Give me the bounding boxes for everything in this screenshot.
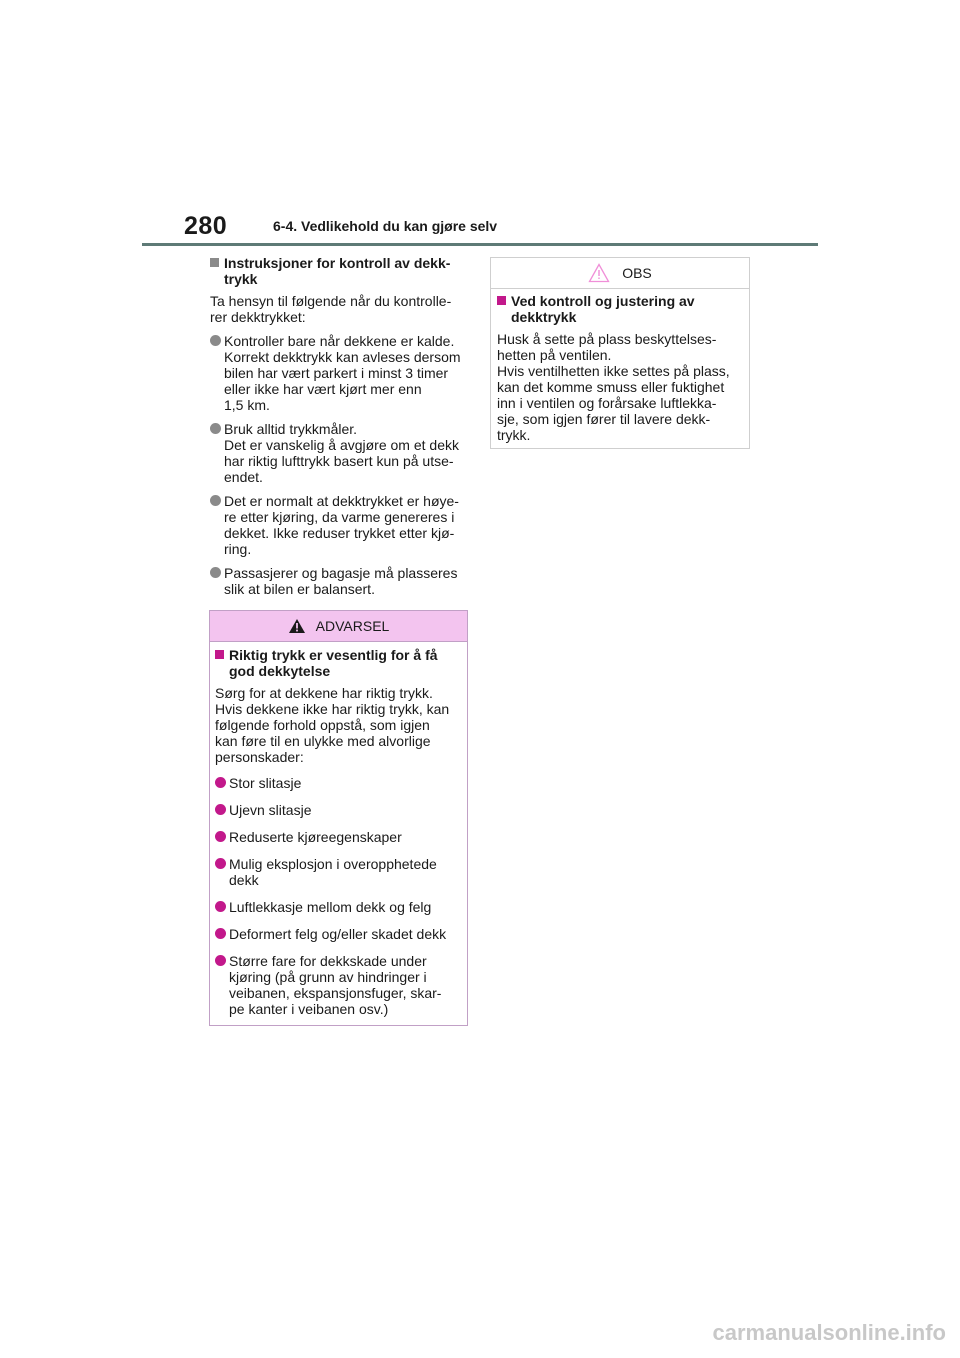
warning-body xyxy=(210,642,467,1017)
list-item xyxy=(215,802,461,818)
list-item-text: Bruk alltid trykkmåler. Det er vanskelig å avgjøre om et dekk har riktig lufttrykk basert kun på utse- endet. xyxy=(224,421,459,485)
warning-header xyxy=(210,611,467,642)
notice-heading xyxy=(497,293,743,325)
main-content xyxy=(210,255,472,605)
notice-title: OBS xyxy=(622,265,652,281)
main-heading xyxy=(210,255,472,287)
list-item xyxy=(215,775,461,791)
bullet-dot-icon xyxy=(210,423,221,434)
list-item xyxy=(215,953,461,1017)
notice-heading-text: Ved kontroll og justering av dekktrykk xyxy=(511,293,695,325)
square-bullet-icon xyxy=(210,258,219,267)
list-item-text: Større fare for dekkskade under kjøring (på grunn av hindringer i veibanen, ekspansjonsfuger, skar- pe kanter i veibanen osv.) xyxy=(229,953,442,1017)
warning-title: ADVARSEL xyxy=(315,618,390,634)
bullet-dot-icon xyxy=(215,928,226,939)
notice-body xyxy=(491,289,749,443)
notice-header xyxy=(491,258,749,289)
watermark: carmanualsonline.info xyxy=(712,1320,946,1345)
list-item-text: Kontroller bare når dekkene er kalde. Korrekt dekktrykk kan avleses dersom bilen har vært parkert i minst 3 timer eller ikke har vært kjørt mer enn 1,5 km. xyxy=(224,333,461,413)
list-item-text: Stor slitasje xyxy=(229,775,302,791)
bullet-dot-icon xyxy=(210,335,221,346)
bullet-dot-icon xyxy=(215,901,226,912)
warning-intro: Sørg for at dekkene har riktig trykk. Hvis dekkene ikke har riktig trykk, kan følgende forhold oppstå, som igjen kan føre til en ulykke med alvorlige personskader: xyxy=(215,685,450,765)
list-item-text: Det er normalt at dekktrykket er høye- re etter kjøring, da varme genereres i dekket. Ikke reduser trykket etter kjø- ring. xyxy=(224,493,459,557)
notice-box xyxy=(490,257,750,449)
warning-heading-text: Riktig trykk er vesentlig for å få god dekkytelse xyxy=(229,647,438,679)
main-heading-text: Instruksjoner for kontroll av dekk- trykk xyxy=(224,255,451,287)
bullet-dot-icon xyxy=(215,804,226,815)
section-title: 6-4. Vedlikehold du kan gjøre selv xyxy=(273,218,498,234)
list-item xyxy=(210,493,472,557)
list-item xyxy=(215,829,461,845)
warning-heading xyxy=(215,647,461,679)
square-bullet-icon xyxy=(215,650,224,659)
caution-triangle-outline-icon xyxy=(588,263,610,283)
list-item-text: Ujevn slitasje xyxy=(229,802,312,818)
page-number: 280 xyxy=(184,212,228,240)
list-item-text: Reduserte kjøreegenskaper xyxy=(229,829,402,845)
list-item xyxy=(210,565,472,597)
bullet-dot-icon xyxy=(215,955,226,966)
main-intro: Ta hensyn til følgende når du kontrolle- rer dekktrykket: xyxy=(210,293,452,325)
list-item-text: Mulig eksplosjon i overopphetede dekk xyxy=(229,856,437,888)
list-item xyxy=(215,856,461,888)
bullet-dot-icon xyxy=(215,777,226,788)
list-item xyxy=(210,421,472,485)
square-bullet-icon xyxy=(497,296,506,305)
header-divider xyxy=(142,243,818,246)
list-item xyxy=(215,926,461,942)
list-item xyxy=(215,899,461,915)
bullet-dot-icon xyxy=(210,567,221,578)
list-item xyxy=(210,333,472,413)
warning-triangle-icon xyxy=(288,618,306,634)
bullet-dot-icon xyxy=(215,831,226,842)
bullet-dot-icon xyxy=(215,858,226,869)
bullet-dot-icon xyxy=(210,495,221,506)
list-item-text: Luftlekkasje mellom dekk og felg xyxy=(229,899,432,915)
warning-box xyxy=(209,610,468,1026)
notice-text: Husk å sette på plass beskyttelses- hetten på ventilen. Hvis ventilhetten ikke settes på plass, kan det komme smuss eller fuktighet inn i ventilen og forårsake luftlekka- sje, som igjen fører til lavere dekk- trykk. xyxy=(497,331,730,443)
list-item-text: Passasjerer og bagasje må plasseres slik at bilen er balansert. xyxy=(224,565,458,597)
list-item-text: Deformert felg og/eller skadet dekk xyxy=(229,926,447,942)
